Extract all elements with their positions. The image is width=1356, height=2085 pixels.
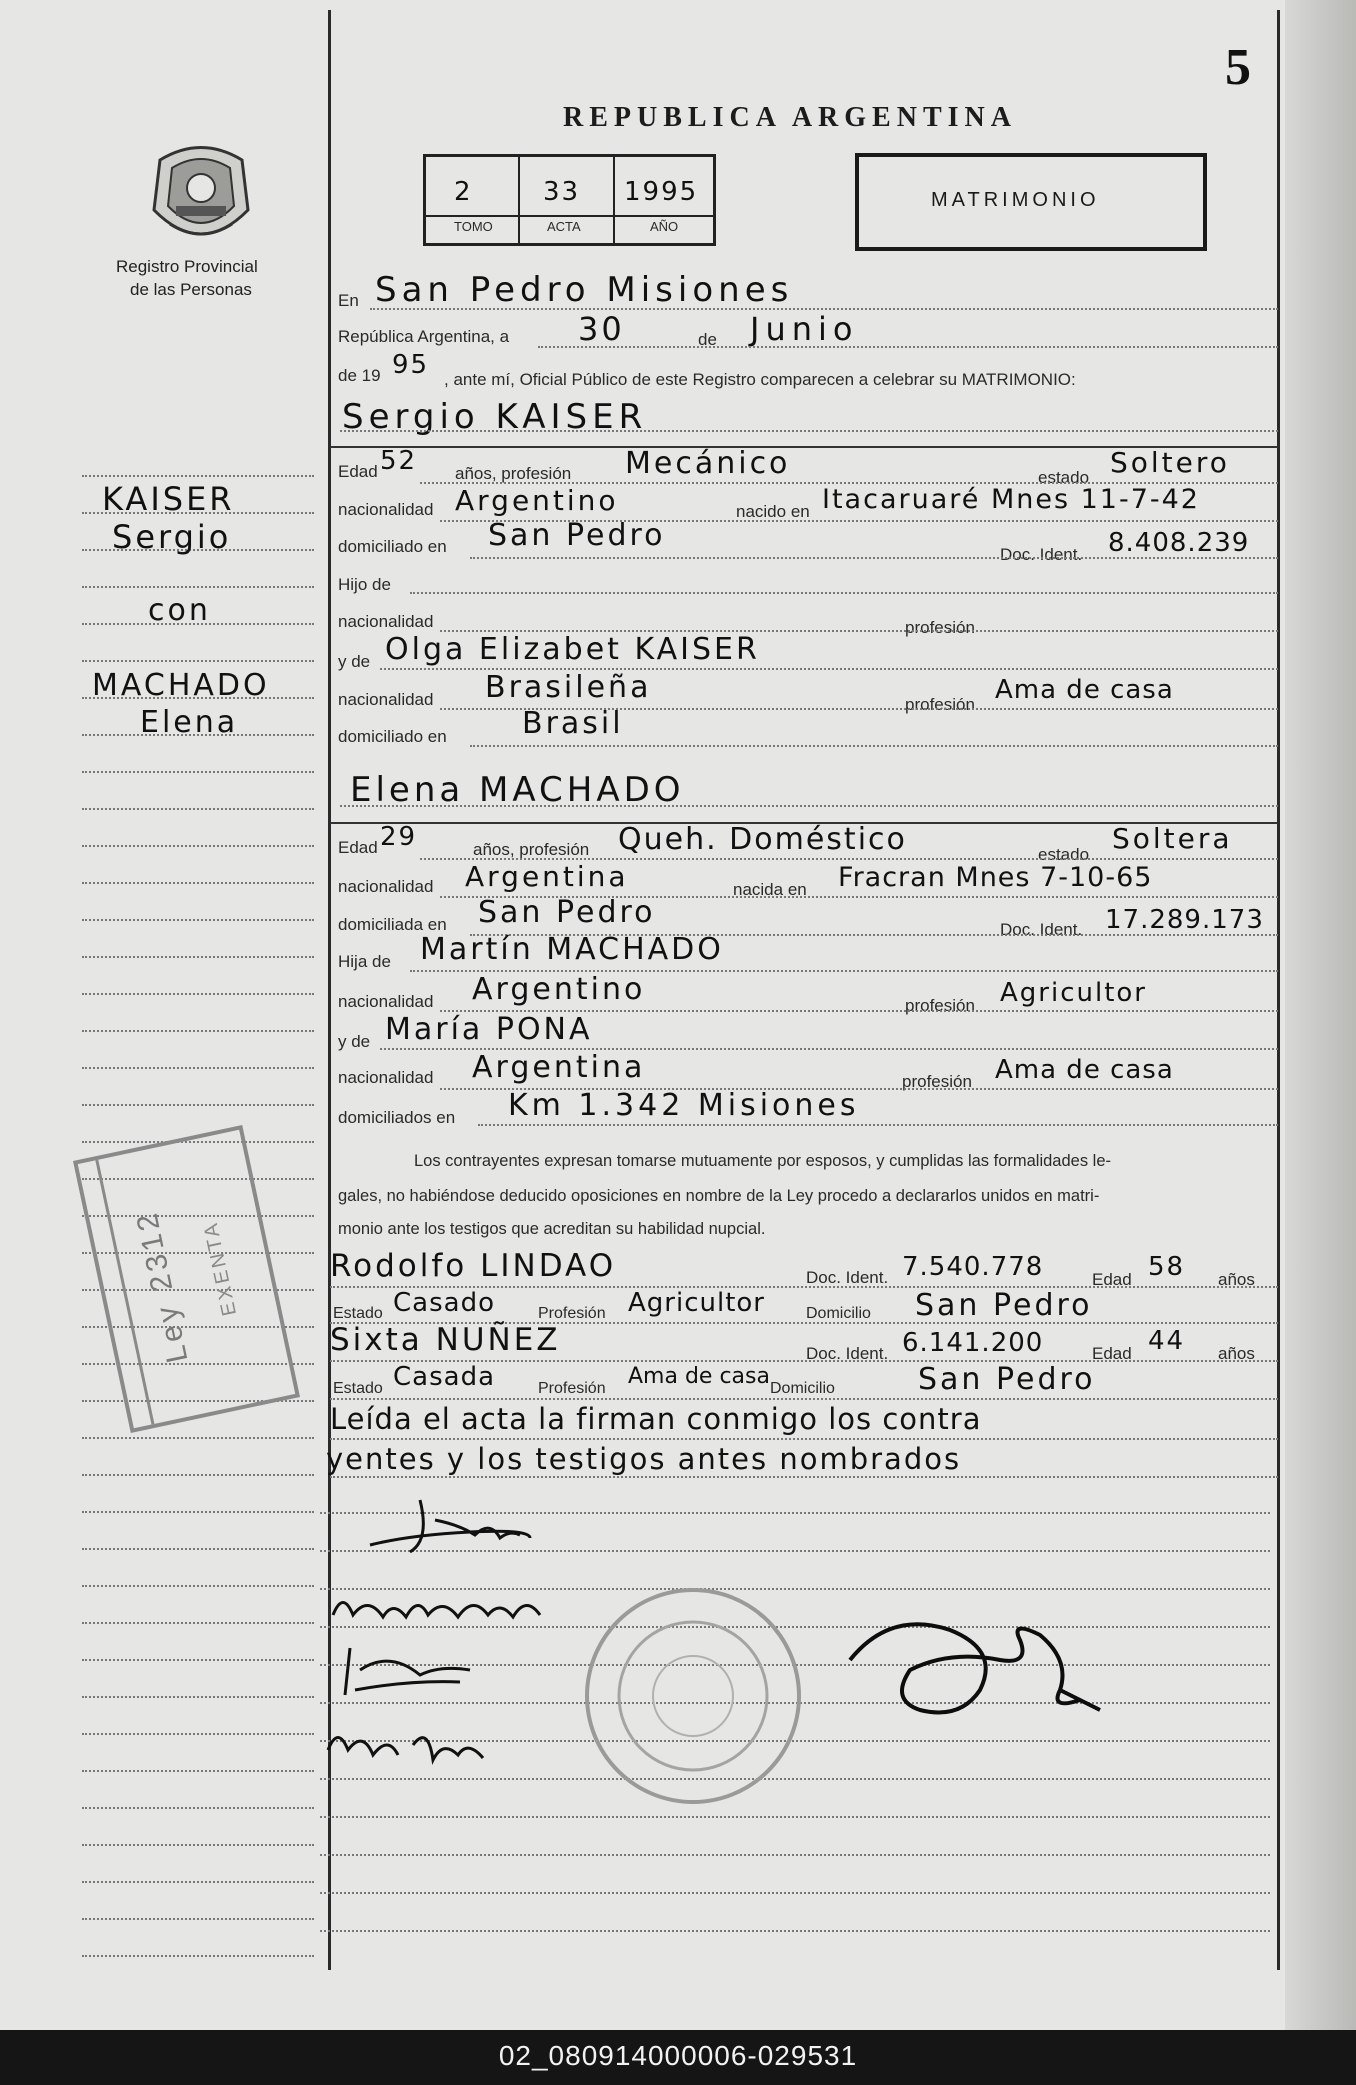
- day-value: 30: [578, 310, 625, 348]
- groom-birthplace-label: nacido en: [736, 502, 810, 521]
- bride-mother-profession: Ama de casa: [995, 1055, 1174, 1085]
- witness1-domicile-label: Domicilio: [806, 1305, 871, 1322]
- bride-profession: Queh. Doméstico: [618, 822, 907, 857]
- bride-anos-label: años, profesión: [473, 840, 590, 859]
- groom-domicile-label: domiciliado en: [338, 537, 447, 556]
- year-suffix: 95: [392, 350, 430, 380]
- bride-birthplace-label: nacida en: [733, 880, 807, 899]
- bride-mother-label: y de: [338, 1032, 371, 1051]
- republica-label: República Argentina, a: [338, 327, 510, 346]
- margin-bride-name: Elena: [140, 705, 239, 740]
- groom-anos-label: años, profesión: [455, 464, 572, 483]
- date-line: [538, 346, 1278, 348]
- witness2-status-label: Estado: [333, 1380, 383, 1397]
- groom-mother-profession-label: profesión: [905, 695, 975, 714]
- margin-conjunction: con: [148, 593, 211, 628]
- bride-name-line: [340, 805, 1278, 807]
- witness2-age-label: Edad: [1092, 1344, 1132, 1363]
- witness1-profession: Agricultor: [628, 1288, 765, 1318]
- tomo-label: TOMO: [454, 219, 493, 234]
- witness1-profession-label: Profesión: [538, 1305, 606, 1322]
- witness2-name: Sixta NUÑEZ: [330, 1322, 561, 1358]
- bride-parents-domicile-label: domiciliados en: [338, 1108, 456, 1127]
- groom-mother: Olga Elizabet KAISER: [385, 632, 760, 667]
- groom-age: 52: [380, 446, 418, 476]
- bride-doc-label: Doc. Ident.: [1000, 920, 1083, 939]
- bride-nationality-label: nacionalidad: [338, 877, 434, 896]
- groom-father-profession-label: profesión: [905, 618, 975, 637]
- bride-father-profession: Agricultor: [1000, 978, 1147, 1008]
- witness1-doc-label: Doc. Ident.: [806, 1268, 889, 1287]
- witness2-doc: 6.141.200: [902, 1328, 1044, 1358]
- page-number: 5: [1225, 39, 1251, 96]
- witness2-doc-label: Doc. Ident.: [806, 1344, 889, 1363]
- groom-mother-label: y de: [338, 652, 371, 671]
- bride-birthplace: Fracran Mnes 7-10-65: [838, 862, 1153, 893]
- en-label: En: [338, 291, 359, 310]
- bride-parents-domicile: Km 1.342 Misiones: [508, 1088, 860, 1123]
- witness2-anos-label: años: [1218, 1344, 1255, 1363]
- groom-doc-label: Doc. Ident.: [1000, 545, 1083, 564]
- bride-signature: [328, 1585, 548, 1635]
- bride-full-name: Elena MACHADO: [350, 770, 685, 810]
- bride-mother: María PONA: [385, 1012, 593, 1047]
- witness1-status-label: Estado: [333, 1305, 383, 1322]
- official-signature: [830, 1590, 1110, 1740]
- bride-father-profession-label: profesión: [905, 996, 975, 1015]
- groom-nationality-label: nacionalidad: [338, 500, 434, 519]
- groom-name-line: [340, 430, 1278, 432]
- stamp-line1: Ley 2312: [129, 1206, 195, 1366]
- witness2-signature: [318, 1720, 488, 1780]
- page-edge-shadow: [1285, 0, 1356, 2030]
- bride-doc: 17.289.173: [1105, 905, 1264, 935]
- witness1-status: Casado: [393, 1288, 495, 1318]
- groom-full-name: Sergio KAISER: [342, 397, 648, 437]
- ano-value: 1995: [624, 177, 699, 207]
- official-seal-icon: [582, 1585, 804, 1807]
- witness2-domicile-label: Domicilio: [770, 1380, 835, 1397]
- registry-name-line1: Registro Provincial: [116, 257, 258, 276]
- witness1-doc: 7.540.778: [902, 1252, 1044, 1282]
- year-prefix: de 19: [338, 366, 381, 385]
- groom-mother-nationality-label: nacionalidad: [338, 690, 434, 709]
- bride-father-nationality: Argentino: [472, 972, 646, 1007]
- bride-domicile: San Pedro: [478, 895, 656, 930]
- right-border: [1277, 10, 1280, 1970]
- bride-age-label: Edad: [338, 838, 378, 857]
- ante-text: , ante mí, Oficial Público de este Registro comparecen a celebrar su MATRIMONIO:: [444, 370, 1076, 389]
- witness1-name: Rodolfo LINDAO: [330, 1248, 617, 1284]
- tomo-value: 2: [454, 177, 473, 207]
- witness2-profession: Ama de casa: [628, 1364, 770, 1389]
- country-heading: REPUBLICA ARGENTINA: [563, 102, 1017, 133]
- scan-identifier: 02_080914000006-029531: [498, 2040, 858, 2071]
- acta-value: 33: [543, 177, 581, 207]
- witness1-age: 58: [1148, 1252, 1186, 1282]
- place-value: San Pedro Misiones: [375, 270, 794, 310]
- groom-status: Soltero: [1110, 446, 1230, 479]
- bride-mother-nationality: Argentina: [472, 1050, 646, 1085]
- registry-name-line2: de las Personas: [130, 280, 252, 299]
- province-seal-icon: [140, 140, 262, 252]
- groom-birthplace: Itacaruaré Mnes 11-7-42: [822, 484, 1200, 515]
- witness1-age-label: Edad: [1092, 1270, 1132, 1289]
- groom-domicile: San Pedro: [488, 518, 666, 553]
- witness2-profession-label: Profesión: [538, 1380, 606, 1397]
- groom-nationality: Argentino: [455, 484, 619, 517]
- bride-mother-profession-label: profesión: [902, 1072, 972, 1091]
- groom-profession: Mecánico: [625, 446, 791, 481]
- bride-father-label: Hija de: [338, 952, 391, 971]
- closing-line1: Leída el acta la firman conmigo los contra: [330, 1402, 982, 1436]
- groom-age-label: Edad: [338, 462, 378, 481]
- bride-father-nationality-label: nacionalidad: [338, 992, 434, 1011]
- groom-estado-label: estado: [1038, 468, 1090, 487]
- bride-mother-nationality-label: nacionalidad: [338, 1068, 434, 1087]
- exemption-stamp: [73, 1125, 300, 1433]
- declaration-line2: gales, no habiéndose deducido oposiciones en nombre de la Ley procedo a declararlos unidos en matri-: [338, 1187, 1100, 1205]
- bride-father: Martín MACHADO: [420, 932, 724, 967]
- groom-mother-profession: Ama de casa: [995, 675, 1174, 705]
- record-number-box: [423, 154, 716, 246]
- stamp-line2: EXENTA: [199, 1218, 242, 1318]
- bride-status: Soltera: [1112, 822, 1233, 855]
- month-value: Junio: [750, 310, 859, 348]
- act-type-box: [855, 153, 1207, 251]
- groom-father-nationality-label: nacionalidad: [338, 612, 434, 631]
- declaration-line3: monio ante los testigos que acreditan su habilidad nupcial.: [338, 1220, 766, 1238]
- witness1-signature: [330, 1640, 480, 1700]
- witness1-anos-label: años: [1218, 1270, 1255, 1289]
- groom-parents-domicile-label: domiciliado en: [338, 727, 447, 746]
- de-label: de: [698, 330, 717, 349]
- margin-groom-surname: KAISER: [102, 480, 235, 518]
- margin-groom-name: Sergio: [112, 518, 232, 556]
- witness1-domicile: San Pedro: [915, 1288, 1093, 1323]
- groom-parents-domicile: Brasil: [522, 706, 624, 741]
- acta-label: ACTA: [547, 219, 581, 234]
- witness2-age: 44: [1148, 1326, 1186, 1356]
- margin-bride-surname: MACHADO: [92, 668, 270, 703]
- groom-signature: [350, 1480, 540, 1570]
- witness2-domicile: San Pedro: [918, 1362, 1096, 1397]
- bride-age: 29: [380, 822, 418, 852]
- groom-mother-nationality: Brasileña: [485, 670, 652, 705]
- bride-estado-label: estado: [1038, 845, 1090, 864]
- closing-line2: yentes y los testigos antes nombrados: [326, 1442, 962, 1476]
- bride-nationality: Argentina: [465, 860, 629, 893]
- bride-domicile-label: domiciliada en: [338, 915, 447, 934]
- groom-hijo-label: Hijo de: [338, 575, 391, 594]
- groom-doc: 8.408.239: [1108, 528, 1250, 558]
- witness2-status: Casada: [393, 1362, 496, 1392]
- act-type: MATRIMONIO: [931, 189, 1100, 211]
- ano-label: AÑO: [650, 219, 679, 234]
- declaration-line1: Los contrayentes expresan tomarse mutuamente por esposos, y cumplidas las formalidades le-: [414, 1152, 1112, 1170]
